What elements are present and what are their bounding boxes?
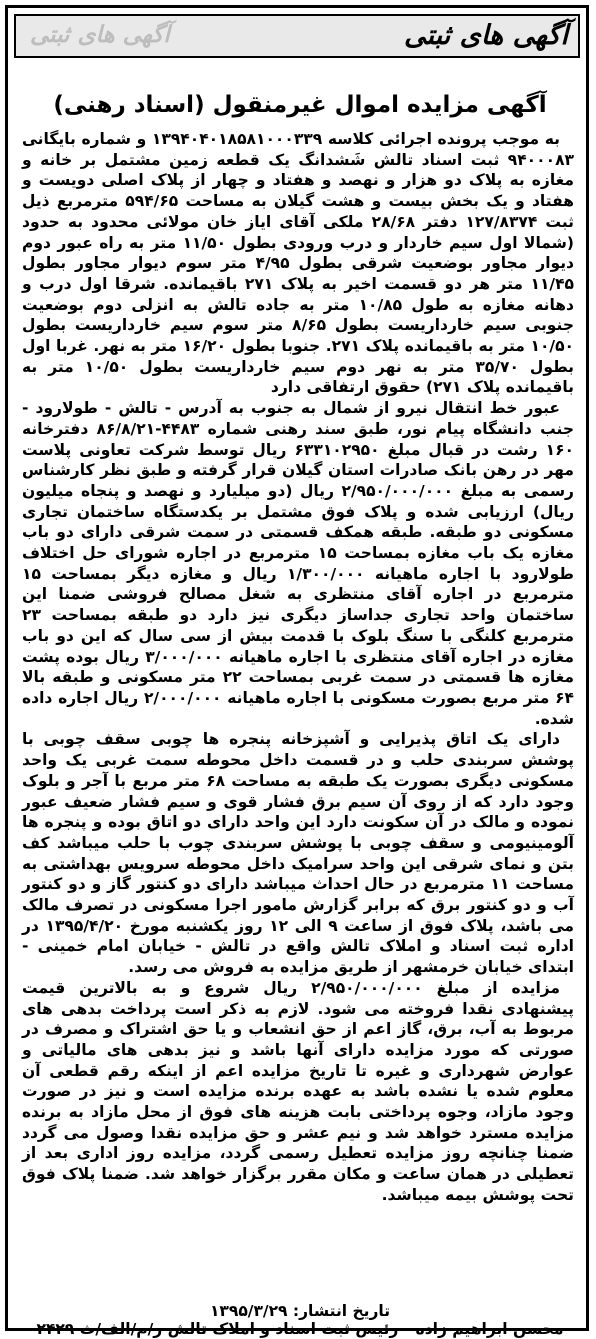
registry-notice [5,5,589,1338]
publish-date: تاریخ انتشار: ۱۳۹۵/۳/۲۹ [209,1302,391,1320]
notice-body [22,129,574,1206]
section-header [14,14,580,58]
paragraph-mortgage-details: عبور خط انتقال نیرو از شمال به جنوب به آدرس - تالش - طولارود - جنب دانشگاه پیام نور، طبق سند رهنی شماره ۴۴۸۳-۸۶/۸/۲۱ دفترخانه ۱۶۰ رشت در قبال مبلغ ۶۳۳۱۰۲۹۵۰ ریال توسط شرکت تعاونی پلاست مهر در رهن بانک صادرات استان گیلان قرار گرفته و طبق نظر کارشناس رسمی به مبلغ ۲/۹۵۰/۰۰۰/۰۰۰ ریال (دو میلیارد و نهصد و پنجاه میلیون ریال) ارزیابی شده و پلاک فوق مشتمل بر یکدستگاه ساختمان تجاری مسکونی دو طبقه. طبقه همکف قسمتی در سمت شرقی دارای دو باب مغازه یک باب مغازه بمساحت ۱۵ مترمربع در اجاره شورای حل اختلاف طولارود با اجاره ماهیانه ۱/۳۰۰/۰۰۰ ریال و مغازه دیگر بمساحت ۱۵ مترمربع در اجاره آقای منتظری به شغل مصالح فروشی ضمنا این ساختمان واحد تجاری جداساز دیگری نیز دارد دو طبقه بمساحت ۲۳ مترمربع کلنگی با سنگ بلوک با قدمت بیش از سی سال که این دو باب مغازه در اجاره آقای منتظری با اجاره ماهیانه ۳/۰۰۰/۰۰۰ ریال بوده پشت مغازه ها قسمتی در سمت غربی بمساحت ۲۲ متر مسکونی و طبقه بالا ۶۴ متر مربع بصورت مسکونی با اجاره ماهیانه ۲/۰۰۰/۰۰۰ ریال اجاره داده شده. [22,399,575,728]
paragraph-building-details: دارای یک اتاق پذیرایی و آشپزخانه پنجره ها چوبی سقف چوبی با پوشش سربندی حلب و در قسمت داخل محوطه سمت غربی یک واحد مسکونی دیگری بصورت یک طبقه به مساحت ۶۸ متر مربع با آجر و بلوک وجود دارد که از روی آن سیم برق فشار قوی و سیم فشار ضعیف عبور نموده و مالک در آن سکونت دارد این واحد دارای دو اتاق بوده و پنجره ها آلومینیومی و سقف چوبی با پوشش سربندی چوب با حلب میباشد کف بتن و نمای شرقی این واحد سرامیک داخل محوطه سرویس بهداشتی به مساحت ۱۱ مترمربع در حال احداث میباشد دارای دو کنتور گاز و دو کنتور آب و دو کنتور برق که برابر گزارش مامور اجرا مسکونی در تصرف مالک می باشد، پلاک فوق از ساعت ۹ الی ۱۲ روز یکشنبه مورخ ۱۳۹۵/۴/۲۰ در اداره ثبت اسناد و املاک تالش واقع در تالش - خیابان امام خمینی - ابتدای خیابان خرمشهر از طریق مزایده به فروش می رسد. [22,730,574,977]
signature-line: محسن ابراهیم زاده - رئیس ثبت اسناد و املاک تالش ر/م/الف/ث ۲۴۲۹ [36,1320,564,1338]
auction-title: آگهی مزایده اموال غیرمنقول (اسناد رهنی) [53,92,547,118]
paragraph-property-description: به موجب پرونده اجرائی کلاسه ۱۳۹۴۰۴۰۱۸۵۸۱۰۰۰۳۳۹ و شماره بایگانی ۹۴۰۰۰۸۳ ثبت اسناد تالش شَشدانگ یک قطعه زمین مشتمل بر خانه و مغازه به پلاک دو هزار و نهصد و هفتاد و چهار از پلاک اصلی دویست و هفتاد و یک بخش بیست و هشت گیلان به مساحت ۵۹۴/۶۵ مترمربع ذیل ثبت ۱۲۷/۸۳۷۴ دفتر ۲۸/۶۸ ملکی آقای ایاز خان مولائی محدود به حدود (شمالا اول سیم خاردار و درب ورودی بطول ۱۱/۵۰ متر به راه عبور دوم دیوار مجاور بوضعیت شرقی بطول ۴/۹۵ متر سوم دیوار مجاور بطول ۱۱/۴۵ متر هر دو قسمت اخیر به پلاک ۲۷۱ باقیمانده. شرقا اول درب و دهانه مغازه به طول ۱۰/۸۵ متر به جاده تالش به انزلی دوم بوضعیت جنوبی سیم خارداریست بطول ۸/۶۵ متر سوم سیم خارداریست بطول ۱۰/۵۰ متر به باقیمانده پلاک ۲۷۱. جنوبا بطول ۱۶/۲۰ متر به نهر. غربا اول بطول ۳۵/۷۰ متر به نهر دوم سیم خارداریست بطول ۱۰/۵۰ متر به باقیمانده پلاک ۲۷۱) حقوق ارتفاقی دارد [22,130,574,397]
paragraph-auction-terms: مزایده از مبلغ ۲/۹۵۰/۰۰۰/۰۰۰ ریال شروع و به بالاترین قیمت پیشنهادی نقدا فروخته می شود. لازم به ذکر است پرداخت بدهی های مربوط به آب، برق، گاز اعم از حق انشعاب و یا حق اشتراک و مصرف در صورتی که مورد مزایده دارای آنها باشد و نیز بدهی های مالیاتی و عوارض شهرداری و غیره تا تاریخ مزایده اعم از اینکه رقم قطعی آن معلوم شده یا نشده باشد به عهده برنده مزایده است و نیز در صورت وجود مازاد، وجوه پرداختی بابت هزینه های فوق از محل مازاد به برنده مزایده مسترد خواهد شد و نیم عشر و حق مزایده نقدا وصول می گردد ضمنا چنانچه روز مزایده تعطیل رسمی گردد، مزایده روز اداری بعد از تعطیلی در همان ساعت و مکان مقرر برگزار خواهد شد. ضمنا پلاک فوق تحت پوشش بیمه میباشد. [22,978,574,1204]
section-title: آگهی های ثبتی [403,20,568,51]
section-ghost-title: آگهی های ثبتی [30,22,170,48]
